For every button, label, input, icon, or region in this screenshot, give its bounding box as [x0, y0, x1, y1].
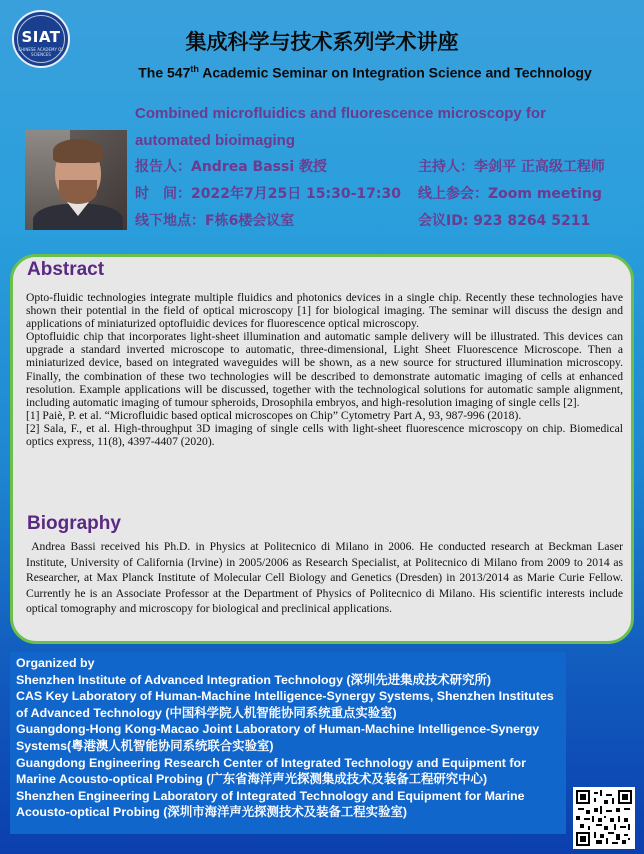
- abstract-paragraph-2: Optofluidic chip that incorporates light-sheet illumination and automatic sample delivery will be illustrated. This devices can upgrade a standard inverted microscope to automatic, three-dimensional, Light Sheet Fluorescence Microscope. Then a miniaturized device, based on integrated waveguides will be shown, as a new source for structured illumination microscopy. Finally, the combination of these two technologies will be described to demonstrate automatic imaging of cells at enhanced resolution. Example applications will be discussed, together with the technological solutions for automatic sample alignment, including automatic imaging of tumour spheroids, Drosophila embryos, and high-resolution imaging of single cells [2].: [26, 330, 623, 409]
- organizers-panel: [10, 652, 566, 834]
- talk-title-line1: Combined microfluidics and fluorescence microscopy for: [135, 105, 546, 122]
- photo-beard: [59, 180, 97, 204]
- abstract-heading: Abstract: [27, 259, 105, 280]
- biography-heading: Biography: [27, 513, 121, 534]
- location-info: 线下地点：F栋6楼会议室: [135, 213, 295, 229]
- title-en-prefix: The 547: [138, 64, 191, 81]
- title-en-sup: th: [190, 64, 199, 74]
- organizer-item: CAS Key Laboratory of Human-Machine Intelligence-Synergy Systems, Shenzhen Institutes of Advanced Technology (中国科学院人机智能协同系统重点实验室): [16, 689, 554, 720]
- abstract-paragraph-1: Opto-fluidic technologies integrate multiple fluidics and photonics devices in a single chip. Recently these technologies have shown their potential in the field of optical microscopy [1] for biological imaging. The seminar will discuss the design and applications of miniaturized optofluidic devices for fluorescence optical microscopy.: [26, 291, 623, 331]
- speaker-info: 报告人：Andrea Bassi 教授: [135, 159, 328, 175]
- host-info: 主持人：李剑平 正高级工程师: [418, 159, 605, 175]
- organizers-heading: Organized by: [16, 656, 95, 670]
- photo-hair: [53, 139, 103, 163]
- title-chinese: 集成科学与技术系列学术讲座: [185, 30, 459, 54]
- title-en-suffix: Academic Seminar on Integration Science and Technology: [198, 64, 592, 81]
- qr-code: [573, 787, 635, 849]
- logo-subtext: CHINESE ACADEMY OF SCIENCES: [18, 47, 64, 57]
- organizer-item: Guangdong-Hong Kong-Macao Joint Laboratory of Human-Machine Intelligence-Synergy Systems(粤港澳人机智能协同系统联合实验室): [16, 722, 540, 753]
- abstract-text: [26, 291, 623, 448]
- organizer-item: Shenzhen Engineering Laboratory of Integrated Technology and Equipment for Marine Acousto-optical Probing (深圳市海洋声光探测技术及装备工程实验室): [16, 788, 525, 820]
- biography-text: [26, 539, 623, 617]
- meeting-id-info: 会议ID: 923 8264 5211: [418, 213, 591, 229]
- abstract-reference-2: [2] Sala, F., et al. High-throughput 3D imaging of single cells with light-sheet fluorescence microscopy on chip. Biomedical optics express, 11(8), 4397-4407 (2020).: [26, 421, 623, 449]
- abstract-reference-1: [1] Paiè, P. et al. “Microfluidic based optical microscopes on Chip” Cytometry Part A, 93, 987-996 (2018).: [26, 408, 522, 422]
- speaker-photo: [25, 130, 127, 230]
- logo-text: SIAT: [21, 28, 61, 46]
- online-info: 线上参会：Zoom meeting: [418, 186, 602, 202]
- time-info: 时 间：2022年7月25日 15:30-17:30: [135, 186, 401, 202]
- biography-body: Andrea Bassi received his Ph.D. in Physics at Politecnico di Milano in 2006. He conducted research at Beckman Laser Institute, University of California (Irvine) in 2005/2006 as Research Specialist, at Politecnico di Milano from 2009 to 2014 as Researcher, at Max Planck Institute of Molecular Cell Biology and Genetics (Dresden) in 2013/2014 as Marie Curie Fellow. Currently he is an Associate Professor at the Department of Physics of Politecnico di Milano. His scientific interests include optical tomography and microscopy for biological and preclinical applications.: [26, 540, 623, 615]
- title-english: [100, 64, 630, 81]
- organizer-item: Shenzhen Institute of Advanced Integration Technology (深圳先进集成技术研究所): [16, 672, 491, 687]
- abstract-box: [10, 254, 634, 644]
- talk-title: [135, 100, 615, 154]
- qr-code-icon: [576, 790, 632, 846]
- organizers-list: [16, 655, 566, 821]
- talk-title-line2: automated bioimaging: [135, 132, 296, 149]
- organizer-item: Guangdong Engineering Research Center of Integrated Technology and Equipment for Marine Acousto-optical Probing (广东省海洋声光探测集成技术及装备工程研究中心): [16, 755, 526, 787]
